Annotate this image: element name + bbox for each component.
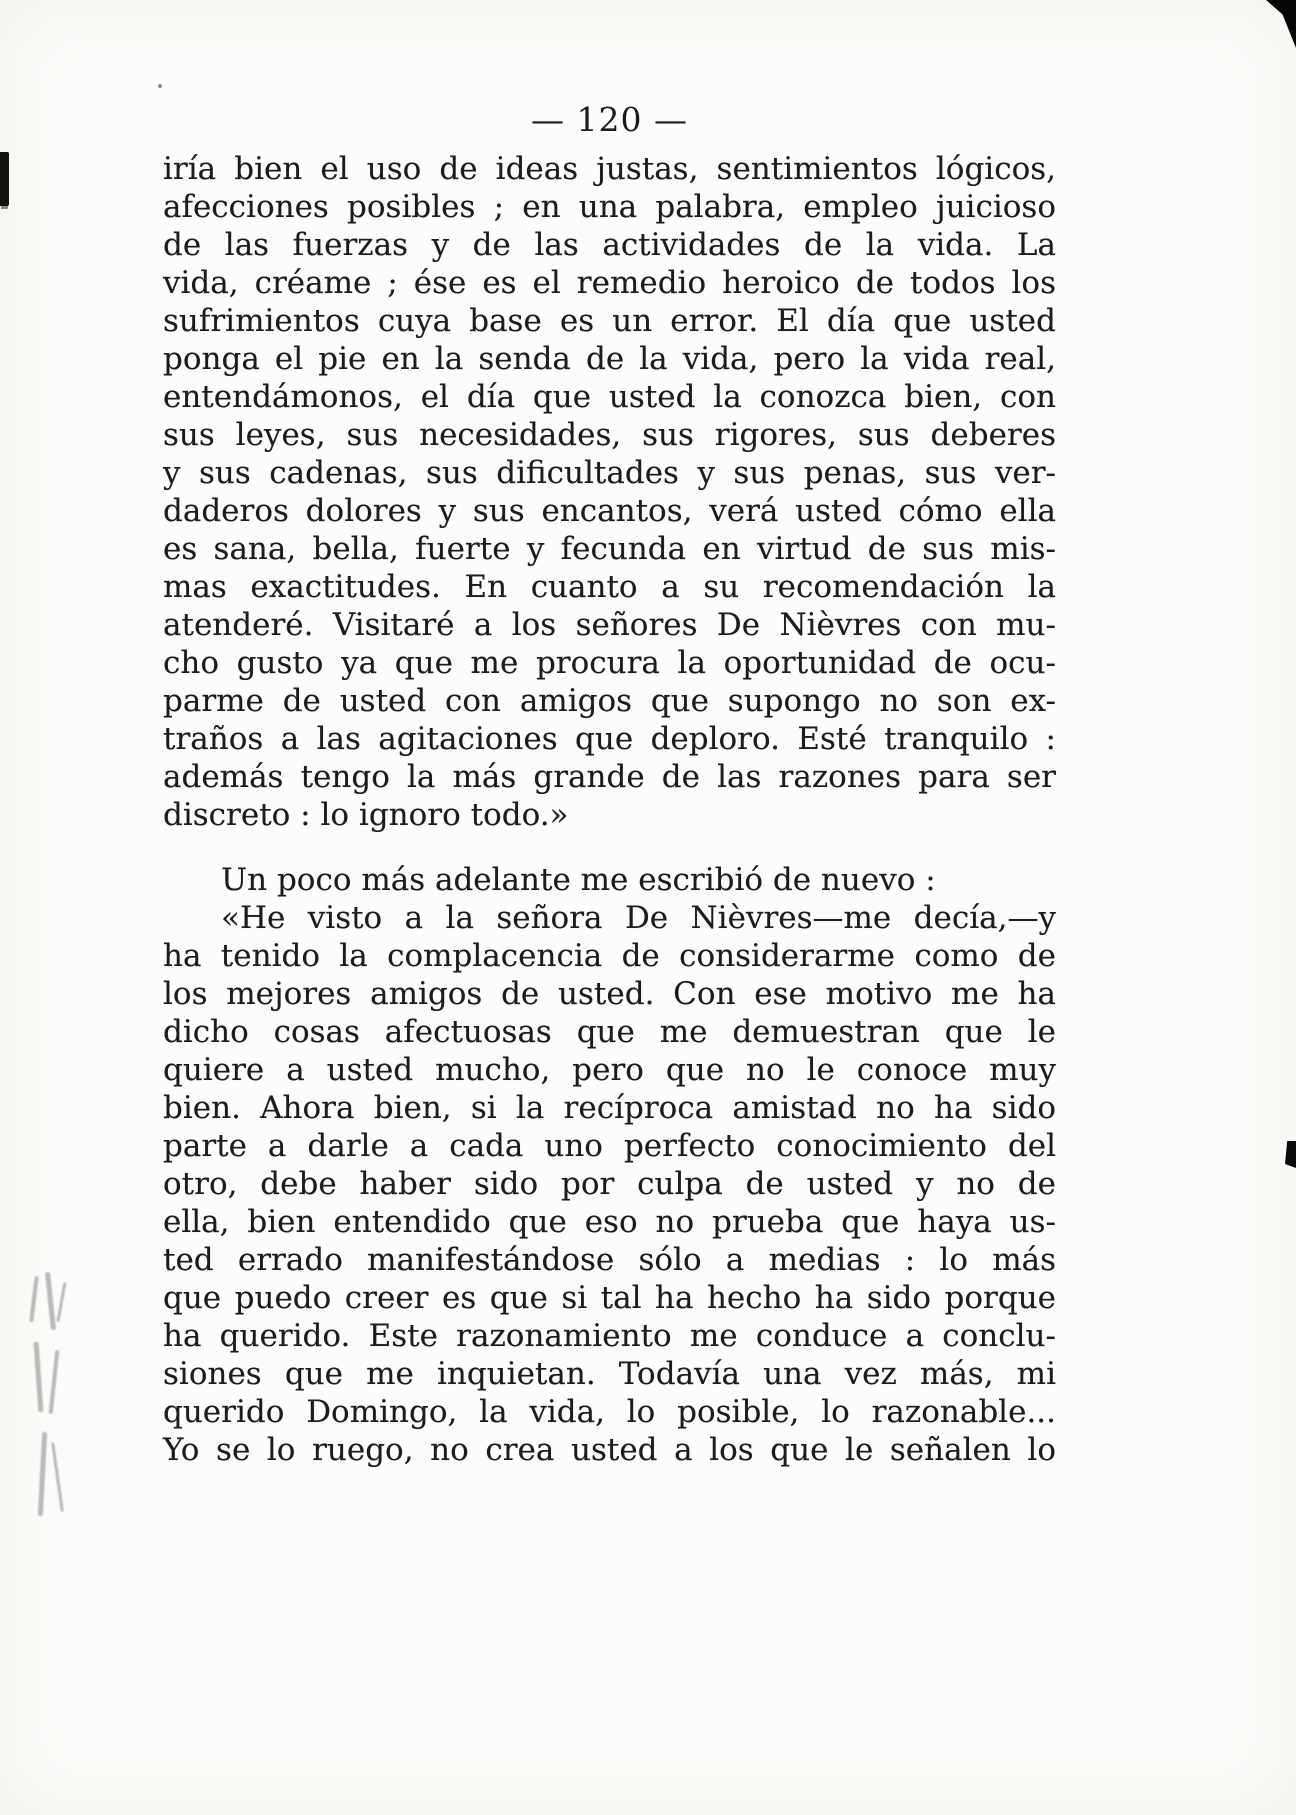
text-line: ponga el pie en la senda de la vida, pero la vida real, [163,341,1056,377]
text-line: discreto : lo ignoro todo.» [163,797,569,833]
scan-mark-left-edge [0,152,9,206]
text-line: y sus cadenas, sus dificultades y sus penas, sus ver- [163,455,1056,491]
text-line: Un poco más adelante me escribió de nuevo : [221,862,936,898]
text-line: querido Domingo, la vida, lo posible, lo razonable... [163,1394,1056,1430]
text-line: ella, bien entendido que eso no prueba que haya us- [163,1204,1056,1240]
text-line: los mejores amigos de usted. Con ese motivo me ha [163,976,1056,1012]
paragraph-3 [163,899,1056,1469]
scan-smudge-bottom-left [26,1272,78,1532]
text-block [163,150,1056,1469]
text-line: ted errado manifestándose sólo a medias : lo más [163,1242,1056,1278]
text-line: afecciones posibles ; en una palabra, empleo juicioso [163,189,1056,225]
text-line: traños a las agitaciones que deploro. Esté tranquilo : [163,721,1056,757]
text-line: otro, debe haber sido por culpa de usted y no de [163,1166,1056,1202]
text-line: «He visto a la señora De Nièvres—me decía,—y [221,900,1056,936]
text-line: mas exactitudes. En cuanto a su recomendación la [163,569,1056,605]
scan-speck [158,84,162,88]
text-line: parte a darle a cada uno perfecto conocimiento del [163,1128,1056,1164]
scan-mark-top-right [1266,0,1296,48]
text-line: siones que me inquietan. Todavía una vez más, mi [163,1356,1056,1392]
text-line: dicho cosas afectuosas que me demuestran que le [163,1014,1056,1050]
scan-mark-right-edge [1285,1141,1296,1168]
text-line: parme de usted con amigos que supongo no son ex- [163,683,1056,719]
text-line: vida, créame ; ése es el remedio heroico de todos los [163,265,1056,301]
text-line: Yo se lo ruego, no crea usted a los que le señalen lo [163,1432,1056,1468]
text-line: daderos dolores y sus encantos, verá usted cómo ella [163,493,1056,529]
text-line: bien. Ahora bien, si la recíproca amistad no ha sido [163,1090,1056,1126]
page-number: — 120 — [531,100,688,139]
text-line: atenderé. Visitaré a los señores De Nièvres con mu- [163,607,1056,643]
text-line: iría bien el uso de ideas justas, sentimientos lógicos, [163,151,1056,187]
text-line: sufrimientos cuya base es un error. El día que usted [163,303,1056,339]
text-line: quiere a usted mucho, pero que no le conoce muy [163,1052,1056,1088]
text-line: ha querido. Este razonamiento me conduce a conclu- [163,1318,1056,1354]
text-line: entendámonos, el día que usted la conozca bien, con [163,379,1056,415]
text-line: además tengo la más grande de las razones para ser [163,759,1056,795]
paragraph-2 [163,861,1056,899]
text-line: ha tenido la complacencia de considerarme como de [163,938,1056,974]
text-line: de las fuerzas y de las actividades de la vida. La [163,227,1056,263]
text-line: cho gusto ya que me procura la oportunidad de ocu- [163,645,1056,681]
text-line: es sana, bella, fuerte y fecunda en virtud de sus mis- [163,531,1056,567]
paragraph-1 [163,150,1056,834]
text-line: que puedo creer es que si tal ha hecho ha sido porque [163,1280,1056,1316]
text-line: sus leyes, sus necesidades, sus rigores, sus deberes [163,417,1056,453]
